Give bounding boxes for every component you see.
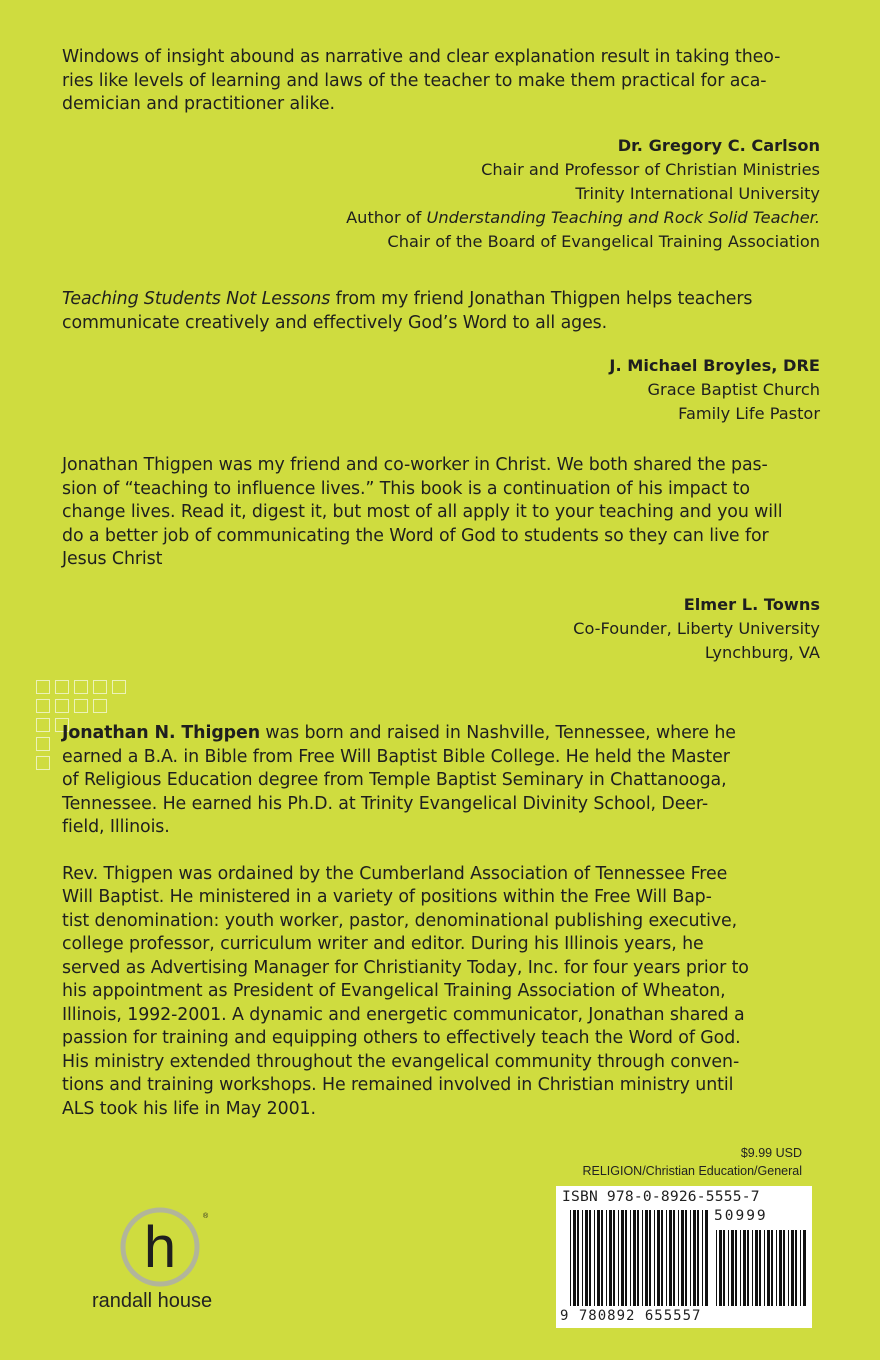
quote-1 xyxy=(62,46,820,255)
attribution-role: Co-Founder, Liberty University xyxy=(573,618,820,638)
barcode-bar xyxy=(573,1210,576,1306)
barcode-bar xyxy=(697,1210,699,1306)
barcode-bar xyxy=(666,1210,667,1306)
barcode-bar xyxy=(630,1210,631,1306)
barcode-bar xyxy=(771,1230,773,1306)
barcode-bar xyxy=(803,1230,806,1306)
barcode-bar xyxy=(723,1230,725,1306)
barcode-bar xyxy=(788,1230,789,1306)
barcode-bar xyxy=(735,1230,737,1306)
barcode-bar xyxy=(621,1210,624,1306)
bio-paragraph-2: Rev. Thigpen was ordained by the Cumberland Association of Tennessee Free Will Baptist. He ministered in a variety of positions within the Free Will Bap- tist denomination: youth worker, pastor, denominational publishing executive, college professor, curriculum writer and editor. During his Illinois years, he served as Advertising Manager for Christianity Today, Inc. for four years prior to his appointment as President of Evangelical Training Association of Wheaton, Illinois, 1992-2001. A dynamic and energetic communicator, Jonathan shared a passion for training and equipping others to effectively teach the Word of God. His ministry extended throughout the evangelical community through conven- tions and training workshops. He remained involved in Christian ministry until ALS took his life in May 2001. xyxy=(62,863,749,1119)
barcode-bar xyxy=(570,1210,571,1306)
barcode-bar xyxy=(800,1230,801,1306)
barcode-bar xyxy=(690,1210,691,1306)
barcode-bar xyxy=(719,1230,722,1306)
svg-text:h: h xyxy=(143,1215,177,1280)
barcode-bar xyxy=(759,1230,761,1306)
barcode-bar xyxy=(740,1230,741,1306)
barcode-bar xyxy=(625,1210,627,1306)
quote-2-text: Teaching Students Not Lessons from my friend Jonathan Thigpen helps teachers communicate creatively and effectively God’s Word to all ages. xyxy=(62,289,753,333)
barcode-bar xyxy=(606,1210,607,1306)
barcode-bar xyxy=(783,1230,785,1306)
author-name: Jonathan N. Thigpen xyxy=(62,723,260,743)
barcode-bar xyxy=(642,1210,643,1306)
ean-digits: 9 780892 655557 xyxy=(560,1308,702,1324)
barcode-bars xyxy=(556,1186,812,1328)
attribution-role: Chair of the Board of Evangelical Training Association xyxy=(387,232,820,252)
barcode-bar xyxy=(657,1210,660,1306)
attribution-role: Author of Understanding Teaching and Rock Solid Teacher. xyxy=(346,208,820,228)
attribution-name: Dr. Gregory C. Carlson xyxy=(617,135,820,155)
barcode-bar xyxy=(779,1230,782,1306)
barcode-bar xyxy=(673,1210,675,1306)
quote-2 xyxy=(62,288,820,427)
tile xyxy=(93,680,107,694)
tile xyxy=(36,756,50,770)
attribution-role: Lynchburg, VA xyxy=(704,642,820,662)
category-label: RELIGION/Christian Education/General xyxy=(582,1164,802,1178)
barcode-bar xyxy=(649,1210,651,1306)
barcode-bar xyxy=(795,1230,797,1306)
barcode-bar xyxy=(613,1210,615,1306)
barcode-bar xyxy=(776,1230,777,1306)
price-block xyxy=(582,1144,802,1180)
barcode-bar xyxy=(716,1230,717,1306)
barcode-bar xyxy=(594,1210,595,1306)
barcode-bar xyxy=(693,1210,696,1306)
quote-2-attribution xyxy=(62,354,820,427)
barcode-bar xyxy=(685,1210,687,1306)
barcode-bar xyxy=(585,1210,588,1306)
barcode-bar xyxy=(755,1230,758,1306)
quote-3-text: Jonathan Thigpen was my friend and co-worker in Christ. We both shared the pas- sion of “teaching to influence lives.” This book is a continuation of his impact to change lives. Read it, digest it, but most of all apply it to your teaching and you will do a better job of communicating the Word of God to students so they can live for Jesus Christ xyxy=(62,455,783,569)
barcode-bar xyxy=(705,1210,708,1306)
tile xyxy=(36,680,50,694)
barcode-bar xyxy=(618,1210,619,1306)
barcode-bar xyxy=(747,1230,749,1306)
barcode-bar xyxy=(645,1210,648,1306)
quote-3-attribution xyxy=(62,593,820,666)
barcode-bar xyxy=(681,1210,684,1306)
price-label: $9.99 USD xyxy=(740,1146,802,1160)
barcode-bar xyxy=(764,1230,765,1306)
barcode-bar xyxy=(654,1210,655,1306)
barcode-bar xyxy=(791,1230,794,1306)
tile xyxy=(93,699,107,713)
tile xyxy=(36,718,50,732)
barcode-bar xyxy=(731,1230,734,1306)
barcode-bar xyxy=(767,1230,770,1306)
barcode-bar xyxy=(601,1210,603,1306)
quote-1-text: Windows of insight abound as narrative and clear explanation result in taking theo- ries like levels of learning and laws of the teacher to make them practical for aca- demician and practitioner alike. xyxy=(62,47,781,114)
barcode-bar xyxy=(728,1230,729,1306)
barcode-bar xyxy=(597,1210,600,1306)
publisher-name: randall house xyxy=(92,1290,213,1312)
tile xyxy=(74,699,88,713)
quote-3 xyxy=(62,454,820,665)
quote-1-attribution xyxy=(62,134,820,255)
price-code-label: 50999 xyxy=(714,1208,768,1224)
tile xyxy=(74,680,88,694)
barcode-bar xyxy=(678,1210,679,1306)
barcode-bar xyxy=(702,1210,703,1306)
attribution-name: J. Michael Broyles, DRE xyxy=(609,356,820,375)
tile xyxy=(112,680,126,694)
attribution-role: Grace Baptist Church xyxy=(647,380,820,400)
tile xyxy=(36,699,50,713)
tile xyxy=(55,680,69,694)
barcode-bar xyxy=(661,1210,663,1306)
barcode-bar xyxy=(669,1210,672,1306)
isbn-barcode xyxy=(556,1186,812,1328)
barcode-bar xyxy=(589,1210,591,1306)
attribution-name: Elmer L. Towns xyxy=(683,594,820,614)
attribution-role: Family Life Pastor xyxy=(678,404,820,424)
barcode-bar xyxy=(743,1230,746,1306)
barcode-bar xyxy=(609,1210,612,1306)
barcode-bar xyxy=(633,1210,636,1306)
barcode-bar xyxy=(577,1210,579,1306)
author-bio xyxy=(62,722,820,1121)
attribution-role: Chair and Professor of Christian Ministries xyxy=(481,159,820,179)
attribution-role: Trinity International University xyxy=(575,183,820,203)
isbn-label: ISBN 978-0-8926-5555-7 xyxy=(562,1188,760,1205)
barcode-bar xyxy=(582,1210,583,1306)
tile xyxy=(36,737,50,751)
barcode-bar xyxy=(637,1210,639,1306)
tile xyxy=(55,699,69,713)
bio-paragraph-1: Jonathan N. Thigpen was born and raised in Nashville, Tennessee, where he earned a B.A. in Bible from Free Will Baptist Bible College. He held the Master of Religious Education degree from Temple Baptist Seminary in Chattanooga, Tennessee. He earned his Ph.D. at Trinity Evangelical Divinity School, Deer- field, Illinois. xyxy=(62,723,736,837)
barcode-bar xyxy=(752,1230,753,1306)
svg-text:®: ® xyxy=(203,1213,209,1220)
